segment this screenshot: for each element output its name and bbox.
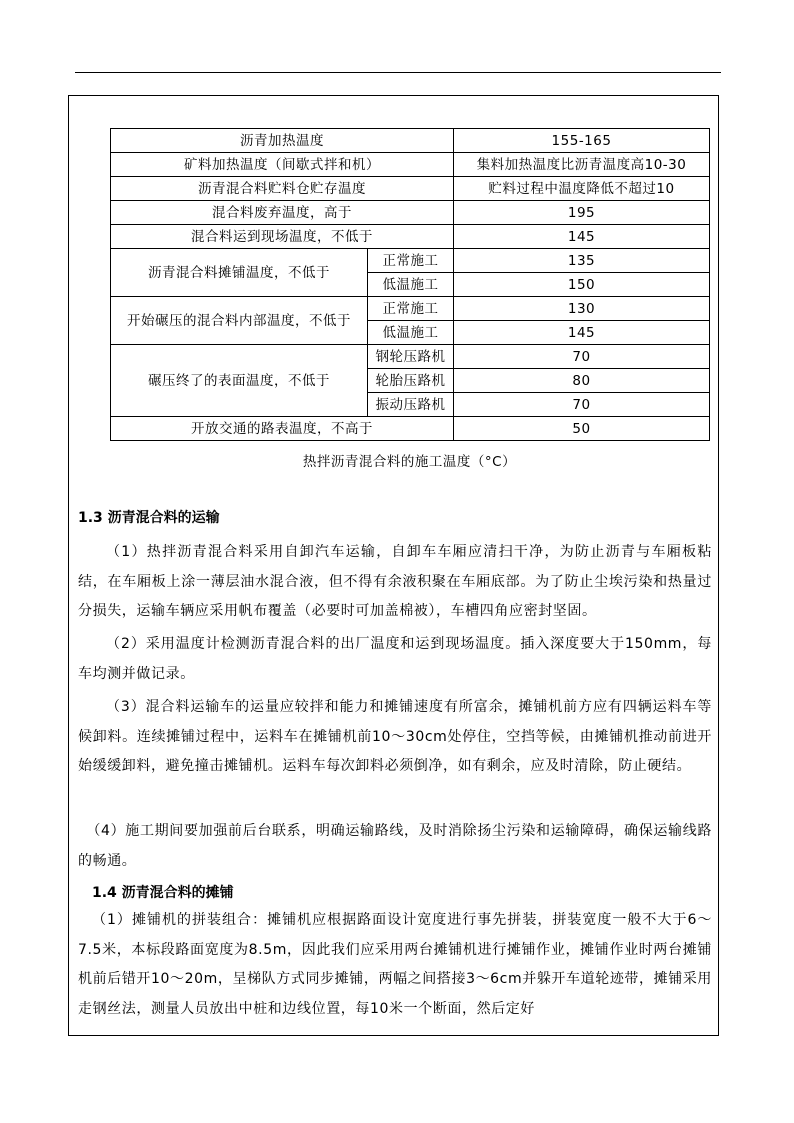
header-rule xyxy=(75,72,721,73)
row-label: 矿料加热温度（间歇式拌和机） xyxy=(111,153,454,177)
paving-label: 沥青混合料摊铺温度，不低于 xyxy=(111,249,368,297)
row-label: 混合料废弃温度，高于 xyxy=(111,201,454,225)
row-label: 沥青混合料贮料仓贮存温度 xyxy=(111,177,454,201)
row-value: 集料加热温度比沥青温度高10-30 xyxy=(454,153,710,177)
table-row xyxy=(111,201,710,225)
section-heading-1-4: 1.4 沥青混合料的摊铺 xyxy=(92,885,234,901)
paragraph-1-4-1: （1）摊铺机的拼装组合：摊铺机应根据路面设计宽度进行事先拼装，拼装宽度一般不大于6～7.5米，本标段路面宽度为8.5m，因此我们应采用两台摊铺机进行摊铺作业，摊铺作业时两台摊铺机前后错开10～20m，呈梯队方式同步摊铺，两幅之间搭接3～6cm并躲开车道轮迹带，摊铺采用走钢丝法，测量人员放出中桩和边线位置，每10米一个断面，然后定好 xyxy=(78,912,713,1017)
row-value: 150 xyxy=(454,273,710,297)
sub-label: 钢轮压路机 xyxy=(368,345,454,369)
paragraph-1-3-1: （1）热拌沥青混合料采用自卸汽车运输，自卸车车厢应清扫干净，为防止沥青与车厢板粘结，在车厢板上涂一薄层油水混合液，但不得有余液积聚在车厢底部。为了防止尘埃污染和热量过分损失，运输车辆应采用帆布覆盖（必要时可加盖棉被），车槽四角应密封坚固。 xyxy=(78,544,712,619)
table-row xyxy=(111,225,710,249)
row-value: 80 xyxy=(454,369,710,393)
row-value: 130 xyxy=(454,297,710,321)
table-row xyxy=(111,177,710,201)
paragraph-1-3-2: （2）采用温度计检测沥青混合料的出厂温度和运到现场温度。插入深度要大于150mm，每车均测并做记录。 xyxy=(78,636,712,682)
row-value: 155-165 xyxy=(454,129,710,153)
table-row xyxy=(111,417,710,441)
table-row xyxy=(111,153,710,177)
rolling-start-label: 开始碾压的混合料内部温度，不低于 xyxy=(111,297,368,345)
table-row xyxy=(111,297,710,321)
sub-label: 正常施工 xyxy=(368,297,454,321)
paragraph-1-3-4: （4）施工期间要加强前后台联系，明确运输路线，及时消除扬尘污染和运输障碍，确保运输线路的畅通。 xyxy=(78,823,712,869)
sub-label: 振动压路机 xyxy=(368,393,454,417)
row-value: 195 xyxy=(454,201,710,225)
table-caption: 热拌沥青混合料的施工温度（°C） xyxy=(302,454,517,470)
rolling-end-label: 碾压终了的表面温度，不低于 xyxy=(111,345,368,417)
sub-label: 低温施工 xyxy=(368,273,454,297)
row-value: 50 xyxy=(454,417,710,441)
row-label: 混合料运到现场温度，不低于 xyxy=(111,225,454,249)
row-value: 145 xyxy=(454,321,710,345)
table-row xyxy=(111,249,710,273)
row-value: 贮料过程中温度降低不超过10 xyxy=(454,177,710,201)
sub-label: 正常施工 xyxy=(368,249,454,273)
row-value: 145 xyxy=(454,225,710,249)
row-label: 沥青加热温度 xyxy=(111,129,454,153)
table-row xyxy=(111,129,710,153)
row-value: 135 xyxy=(454,249,710,273)
row-value: 70 xyxy=(454,345,710,369)
temperature-table xyxy=(110,128,710,441)
section-heading-1-3: 1.3 沥青混合料的运输 xyxy=(78,510,220,526)
row-label: 开放交通的路表温度，不高于 xyxy=(111,417,454,441)
sub-label: 轮胎压路机 xyxy=(368,369,454,393)
sub-label: 低温施工 xyxy=(368,321,454,345)
table-row xyxy=(111,345,710,369)
paragraph-1-3-3: （3）混合料运输车的运量应较拌和能力和摊铺速度有所富余，摊铺机前方应有四辆运料车等候卸料。连续摊铺过程中，运料车在摊铺机前10～30cm处停住，空挡等候，由摊铺机推动前进开始缓缓卸料，避免撞击摊铺机。运料车每次卸料必须倒净，如有剩余，应及时清除，防止硬结。 xyxy=(78,699,712,774)
row-value: 70 xyxy=(454,393,710,417)
